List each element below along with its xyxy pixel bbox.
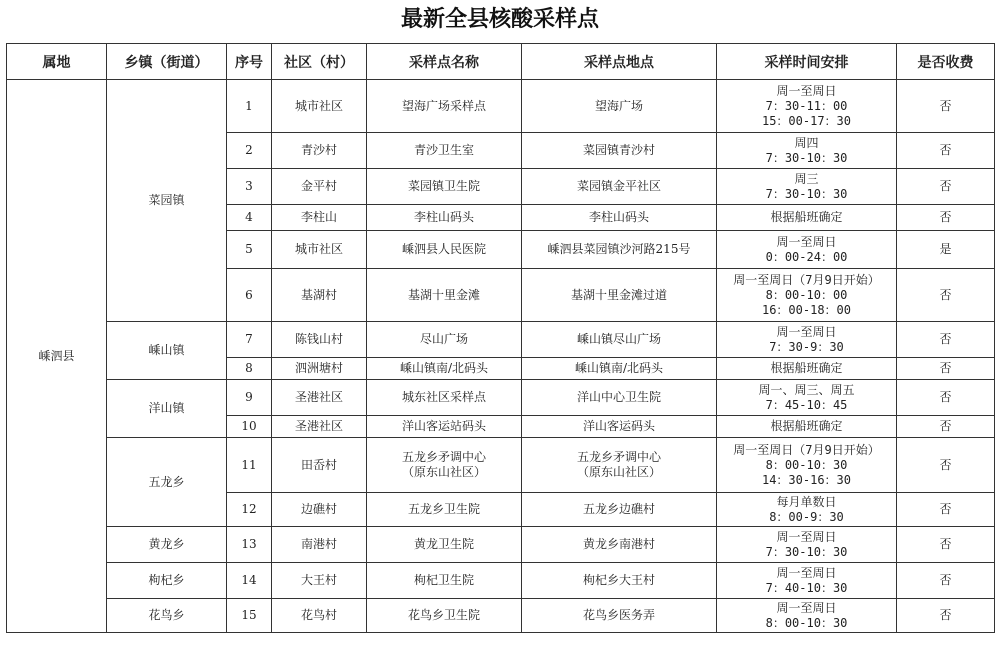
site-location-cell: 基湖十里金滩过道 <box>522 269 717 322</box>
fee-cell: 是 <box>897 231 995 269</box>
town-cell: 黄龙乡 <box>107 527 227 563</box>
site-name-cell: 城东社区采样点 <box>367 380 522 416</box>
schedule-cell: 周一至周日 7：30-10：30 <box>717 527 897 563</box>
fee-cell: 否 <box>897 493 995 527</box>
fee-cell: 否 <box>897 169 995 205</box>
community-cell: 圣港社区 <box>272 416 367 438</box>
site-name-cell: 五龙乡卫生院 <box>367 493 522 527</box>
table-row <box>7 599 995 633</box>
site-location-cell: 菜园镇青沙村 <box>522 133 717 169</box>
town-cell: 嵊山镇 <box>107 322 227 380</box>
community-cell: 基湖村 <box>272 269 367 322</box>
number-cell: 4 <box>227 205 272 231</box>
community-cell: 金平村 <box>272 169 367 205</box>
site-location-cell: 枸杞乡大王村 <box>522 563 717 599</box>
header-number: 序号 <box>227 44 272 80</box>
site-name-cell: 青沙卫生室 <box>367 133 522 169</box>
number-cell: 12 <box>227 493 272 527</box>
site-location-cell: 嵊山镇尽山广场 <box>522 322 717 358</box>
schedule-cell: 根据船班确定 <box>717 205 897 231</box>
site-location-cell: 五龙乡边礁村 <box>522 493 717 527</box>
sampling-sites-table <box>6 43 995 633</box>
schedule-cell: 周四 7：30-10：30 <box>717 133 897 169</box>
schedule-cell: 周一至周日 0：00-24：00 <box>717 231 897 269</box>
community-cell: 圣港社区 <box>272 380 367 416</box>
number-cell: 8 <box>227 358 272 380</box>
header-schedule: 采样时间安排 <box>717 44 897 80</box>
fee-cell: 否 <box>897 322 995 358</box>
schedule-cell: 根据船班确定 <box>717 358 897 380</box>
community-cell: 泗洲塘村 <box>272 358 367 380</box>
site-name-cell: 菜园镇卫生院 <box>367 169 522 205</box>
fee-cell: 否 <box>897 269 995 322</box>
fee-cell: 否 <box>897 416 995 438</box>
site-name-cell: 李柱山码头 <box>367 205 522 231</box>
number-cell: 7 <box>227 322 272 358</box>
site-name-cell: 五龙乡矛调中心 （原东山社区） <box>367 438 522 493</box>
site-name-cell: 尽山广场 <box>367 322 522 358</box>
header-site-name: 采样点名称 <box>367 44 522 80</box>
number-cell: 10 <box>227 416 272 438</box>
town-cell: 枸杞乡 <box>107 563 227 599</box>
table-row <box>7 80 995 133</box>
community-cell: 城市社区 <box>272 80 367 133</box>
fee-cell: 否 <box>897 563 995 599</box>
fee-cell: 否 <box>897 380 995 416</box>
number-cell: 1 <box>227 80 272 133</box>
table-row <box>7 527 995 563</box>
fee-cell: 否 <box>897 80 995 133</box>
community-cell: 城市社区 <box>272 231 367 269</box>
fee-cell: 否 <box>897 358 995 380</box>
table-row <box>7 438 995 493</box>
number-cell: 14 <box>227 563 272 599</box>
site-location-cell: 嵊泗县菜园镇沙河路215号 <box>522 231 717 269</box>
site-name-cell: 黄龙卫生院 <box>367 527 522 563</box>
town-cell: 五龙乡 <box>107 438 227 527</box>
site-location-cell: 望海广场 <box>522 80 717 133</box>
fee-cell: 否 <box>897 133 995 169</box>
number-cell: 11 <box>227 438 272 493</box>
header-site-location: 采样点地点 <box>522 44 717 80</box>
schedule-cell: 周一至周日 7：30-9：30 <box>717 322 897 358</box>
schedule-cell: 周一至周日（7月9日开始） 8：00-10：30 14：30-16：30 <box>717 438 897 493</box>
header-town: 乡镇（街道） <box>107 44 227 80</box>
community-cell: 花鸟村 <box>272 599 367 633</box>
site-location-cell: 黄龙乡南港村 <box>522 527 717 563</box>
number-cell: 13 <box>227 527 272 563</box>
community-cell: 陈钱山村 <box>272 322 367 358</box>
number-cell: 6 <box>227 269 272 322</box>
site-location-cell: 菜园镇金平社区 <box>522 169 717 205</box>
header-community: 社区（村） <box>272 44 367 80</box>
site-location-cell: 嵊山镇南/北码头 <box>522 358 717 380</box>
community-cell: 李柱山 <box>272 205 367 231</box>
site-location-cell: 洋山客运码头 <box>522 416 717 438</box>
table-header-row <box>7 44 995 80</box>
community-cell: 边礁村 <box>272 493 367 527</box>
schedule-cell: 每月单数日 8：00-9：30 <box>717 493 897 527</box>
header-region: 属地 <box>7 44 107 80</box>
region-cell: 嵊泗县 <box>7 80 107 633</box>
schedule-cell: 周一至周日（7月9日开始） 8：00-10：00 16：00-18：00 <box>717 269 897 322</box>
site-name-cell: 基湖十里金滩 <box>367 269 522 322</box>
schedule-cell: 周一至周日 7：40-10：30 <box>717 563 897 599</box>
schedule-cell: 周一至周日 8：00-10：30 <box>717 599 897 633</box>
town-cell: 洋山镇 <box>107 380 227 438</box>
schedule-cell: 周一至周日 7：30-11：00 15：00-17：30 <box>717 80 897 133</box>
schedule-cell: 周三 7：30-10：30 <box>717 169 897 205</box>
fee-cell: 否 <box>897 599 995 633</box>
number-cell: 3 <box>227 169 272 205</box>
town-cell: 花鸟乡 <box>107 599 227 633</box>
site-name-cell: 枸杞卫生院 <box>367 563 522 599</box>
site-name-cell: 嵊泗县人民医院 <box>367 231 522 269</box>
site-name-cell: 花鸟乡卫生院 <box>367 599 522 633</box>
header-fee: 是否收费 <box>897 44 995 80</box>
schedule-cell: 根据船班确定 <box>717 416 897 438</box>
table-row <box>7 380 995 416</box>
town-cell: 菜园镇 <box>107 80 227 322</box>
community-cell: 田岙村 <box>272 438 367 493</box>
site-location-cell: 李柱山码头 <box>522 205 717 231</box>
number-cell: 2 <box>227 133 272 169</box>
site-name-cell: 望海广场采样点 <box>367 80 522 133</box>
community-cell: 大王村 <box>272 563 367 599</box>
page-title: 最新全县核酸采样点 <box>400 7 599 32</box>
site-name-cell: 嵊山镇南/北码头 <box>367 358 522 380</box>
table-row <box>7 563 995 599</box>
site-name-cell: 洋山客运站码头 <box>367 416 522 438</box>
number-cell: 5 <box>227 231 272 269</box>
site-location-cell: 五龙乡矛调中心 （原东山社区） <box>522 438 717 493</box>
community-cell: 南港村 <box>272 527 367 563</box>
community-cell: 青沙村 <box>272 133 367 169</box>
table-row <box>7 322 995 358</box>
number-cell: 15 <box>227 599 272 633</box>
number-cell: 9 <box>227 380 272 416</box>
site-location-cell: 洋山中心卫生院 <box>522 380 717 416</box>
fee-cell: 否 <box>897 205 995 231</box>
site-location-cell: 花鸟乡医务弄 <box>522 599 717 633</box>
fee-cell: 否 <box>897 527 995 563</box>
fee-cell: 否 <box>897 438 995 493</box>
schedule-cell: 周一、周三、周五 7：45-10：45 <box>717 380 897 416</box>
